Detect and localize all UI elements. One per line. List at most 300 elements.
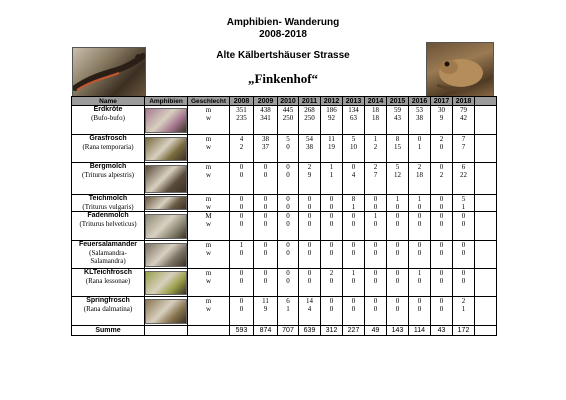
count-female: 0 xyxy=(307,277,312,285)
species-photo-cell xyxy=(145,297,188,326)
header-year: 2008 xyxy=(230,97,254,106)
count-male: 0 xyxy=(417,212,422,220)
count-male: 1 xyxy=(417,195,422,203)
count-male: 0 xyxy=(286,163,290,171)
count-cell xyxy=(343,106,365,135)
count-cell xyxy=(409,135,431,163)
count-cell xyxy=(321,212,343,241)
count-male: 2 xyxy=(373,163,378,171)
species-name-cell xyxy=(72,241,145,269)
count-female: 12 xyxy=(394,171,401,179)
sex-label: m xyxy=(205,135,212,143)
sum-value: 43 xyxy=(431,326,453,336)
sex-label: m xyxy=(205,269,212,277)
count-cell xyxy=(254,297,278,326)
count-cell xyxy=(321,297,343,326)
sex-cell xyxy=(188,195,230,212)
count-male: 0 xyxy=(351,163,356,171)
count-cell xyxy=(453,163,475,195)
species-photo-cell xyxy=(145,106,188,135)
species-photo xyxy=(145,243,187,267)
count-female: 63 xyxy=(350,114,357,122)
sex-label: w xyxy=(205,277,212,285)
table-row xyxy=(72,212,497,241)
count-male: 0 xyxy=(286,241,290,249)
count-cell xyxy=(230,163,254,195)
count-male: 5 xyxy=(286,135,290,143)
count-cell xyxy=(365,135,387,163)
count-male: 1 xyxy=(373,135,378,143)
count-male: 0 xyxy=(263,212,268,220)
sum-value: 227 xyxy=(343,326,365,336)
page-title: Amphibien- Wanderung xyxy=(226,17,340,28)
species-name: Springfrosch xyxy=(86,297,130,304)
count-female: 7 xyxy=(373,171,378,179)
count-male: 268 xyxy=(304,106,315,114)
count-male: 2 xyxy=(439,135,444,143)
count-female: 1 xyxy=(329,171,334,179)
count-female: 0 xyxy=(351,305,356,313)
count-female: 0 xyxy=(461,220,466,228)
count-cell xyxy=(409,297,431,326)
sum-empty-amphibien xyxy=(145,326,188,336)
count-female: 0 xyxy=(307,220,312,228)
count-male: 0 xyxy=(395,297,400,305)
sum-label: Summe xyxy=(72,326,145,336)
count-female: 0 xyxy=(461,277,466,285)
count-male: 0 xyxy=(439,195,444,203)
table-row xyxy=(72,106,497,135)
count-male: 0 xyxy=(263,241,268,249)
header-extra xyxy=(475,97,497,106)
count-female: 42 xyxy=(460,114,467,122)
sum-value: 593 xyxy=(230,326,254,336)
extra-cell xyxy=(475,326,497,336)
count-cell xyxy=(409,241,431,269)
count-female: 0 xyxy=(439,143,444,151)
header-geschlecht: Geschlecht xyxy=(188,97,230,106)
species-photo-cell xyxy=(145,135,188,163)
count-male: 0 xyxy=(373,269,378,277)
count-male: 1 xyxy=(239,241,244,249)
species-latin-name: (Triturus helveticus) xyxy=(79,220,137,228)
count-male: 438 xyxy=(260,106,271,114)
sex-cell xyxy=(188,297,230,326)
count-female: 0 xyxy=(439,203,444,211)
count-cell xyxy=(254,241,278,269)
count-female: 38 xyxy=(306,143,313,151)
count-female: 7 xyxy=(461,143,466,151)
count-female: 0 xyxy=(329,220,334,228)
count-male: 0 xyxy=(417,241,422,249)
count-female: 250 xyxy=(282,114,294,122)
sum-value: 312 xyxy=(321,326,343,336)
table-row xyxy=(72,195,497,212)
sum-value: 49 xyxy=(365,326,387,336)
count-male: 8 xyxy=(351,195,356,203)
species-name-cell xyxy=(72,269,145,297)
count-female: 1 xyxy=(461,305,466,313)
count-male: 1 xyxy=(351,269,356,277)
count-cell xyxy=(299,241,321,269)
count-male: 0 xyxy=(263,195,268,203)
sex-label: w xyxy=(205,143,212,151)
count-cell xyxy=(278,163,299,195)
species-latin-name: (Triturus vulgaris) xyxy=(82,203,134,211)
sum-value: 143 xyxy=(387,326,409,336)
count-cell xyxy=(453,241,475,269)
count-male: 0 xyxy=(439,297,444,305)
species-name: KLTeichfrosch xyxy=(84,269,132,276)
count-cell xyxy=(343,269,365,297)
count-female: 1 xyxy=(286,305,290,313)
sex-label: w xyxy=(205,249,212,257)
count-cell xyxy=(278,297,299,326)
header-amphibien: Amphibien xyxy=(145,97,188,106)
count-male: 0 xyxy=(351,297,356,305)
header-year: 2012 xyxy=(321,97,343,106)
count-male: 0 xyxy=(395,212,400,220)
count-male: 0 xyxy=(395,269,400,277)
species-photo xyxy=(145,299,187,324)
count-cell xyxy=(431,269,453,297)
extra-cell xyxy=(475,212,497,241)
count-male: 0 xyxy=(395,241,400,249)
count-male: 0 xyxy=(239,163,244,171)
count-cell xyxy=(321,163,343,195)
table-row xyxy=(72,297,497,326)
sex-label: w xyxy=(205,203,212,211)
count-female: 0 xyxy=(373,220,378,228)
header-year: 2013 xyxy=(343,97,365,106)
header-year: 2017 xyxy=(431,97,453,106)
count-female: 0 xyxy=(439,305,444,313)
count-cell xyxy=(254,135,278,163)
species-photo-cell xyxy=(145,212,188,241)
count-male: 0 xyxy=(286,212,290,220)
species-name: Grasfrosch xyxy=(89,135,127,142)
count-cell xyxy=(453,297,475,326)
header-year: 2014 xyxy=(365,97,387,106)
count-cell xyxy=(230,106,254,135)
count-female: 22 xyxy=(460,171,467,179)
count-cell xyxy=(409,106,431,135)
sum-row xyxy=(72,326,497,336)
count-male: 0 xyxy=(263,163,268,171)
frog-photo xyxy=(426,42,494,98)
count-male: 0 xyxy=(461,269,466,277)
count-cell xyxy=(387,241,409,269)
table-row xyxy=(72,163,497,195)
count-male: 0 xyxy=(439,163,444,171)
species-photo-cell xyxy=(145,195,188,212)
count-female: 0 xyxy=(439,220,444,228)
count-female: 2 xyxy=(239,143,244,151)
header-year: 2011 xyxy=(299,97,321,106)
count-female: 1 xyxy=(461,203,466,211)
species-photo xyxy=(145,214,187,239)
count-cell xyxy=(230,241,254,269)
count-cell xyxy=(278,106,299,135)
count-female: 18 xyxy=(372,114,379,122)
count-cell xyxy=(343,212,365,241)
count-male: 6 xyxy=(461,163,466,171)
count-cell xyxy=(254,212,278,241)
sum-value: 707 xyxy=(278,326,299,336)
count-male: 54 xyxy=(306,135,313,143)
count-cell xyxy=(431,297,453,326)
extra-cell xyxy=(475,269,497,297)
count-cell xyxy=(431,212,453,241)
count-male: 2 xyxy=(461,297,466,305)
count-cell xyxy=(299,297,321,326)
species-name-cell xyxy=(72,212,145,241)
count-male: 0 xyxy=(417,135,422,143)
count-male: 0 xyxy=(307,269,312,277)
count-male: 2 xyxy=(417,163,422,171)
count-female: 38 xyxy=(416,114,423,122)
count-female: 43 xyxy=(394,114,401,122)
sex-label: M xyxy=(205,212,212,220)
sex-cell xyxy=(188,106,230,135)
table-row xyxy=(72,269,497,297)
count-female: 0 xyxy=(239,220,244,228)
count-cell xyxy=(254,195,278,212)
count-male: 30 xyxy=(438,106,445,114)
count-cell xyxy=(321,106,343,135)
count-cell xyxy=(453,195,475,212)
count-female: 0 xyxy=(286,249,290,257)
species-name-cell xyxy=(72,163,145,195)
count-female: 0 xyxy=(373,203,378,211)
extra-cell xyxy=(475,135,497,163)
count-female: 0 xyxy=(395,220,400,228)
count-male: 1 xyxy=(395,195,400,203)
count-male: 0 xyxy=(439,212,444,220)
count-cell xyxy=(453,135,475,163)
count-male: 0 xyxy=(286,269,290,277)
count-female: 0 xyxy=(461,249,466,257)
species-photo-cell xyxy=(145,241,188,269)
count-female: 0 xyxy=(351,277,356,285)
count-female: 0 xyxy=(239,249,244,257)
header-year: 2015 xyxy=(387,97,409,106)
species-name: Erdkröte xyxy=(93,106,123,113)
header-row xyxy=(72,97,497,106)
count-female: 250 xyxy=(304,114,315,122)
count-cell xyxy=(321,195,343,212)
count-male: 38 xyxy=(262,135,269,143)
count-female: 0 xyxy=(239,171,244,179)
count-female: 0 xyxy=(263,203,268,211)
count-male: 11 xyxy=(262,297,269,305)
count-female: 0 xyxy=(239,277,244,285)
count-female: 1 xyxy=(351,203,356,211)
extra-cell xyxy=(475,241,497,269)
count-female: 0 xyxy=(263,220,268,228)
count-male: 0 xyxy=(329,241,334,249)
count-cell xyxy=(365,106,387,135)
count-male: 0 xyxy=(439,269,444,277)
count-female: 0 xyxy=(439,277,444,285)
count-female: 4 xyxy=(351,171,356,179)
count-male: 59 xyxy=(394,106,401,114)
count-cell xyxy=(431,195,453,212)
count-cell xyxy=(365,269,387,297)
sex-cell xyxy=(188,269,230,297)
count-cell xyxy=(365,195,387,212)
count-female: 0 xyxy=(373,277,378,285)
newt-photo xyxy=(72,47,146,101)
count-male: 0 xyxy=(239,195,244,203)
species-photo-cell xyxy=(145,163,188,195)
count-cell xyxy=(230,269,254,297)
species-photo xyxy=(145,108,187,133)
count-male: 18 xyxy=(372,106,379,114)
sex-label: w xyxy=(205,171,212,179)
sum-value: 172 xyxy=(453,326,475,336)
count-male: 0 xyxy=(329,212,334,220)
count-cell xyxy=(278,135,299,163)
count-cell xyxy=(299,106,321,135)
count-cell xyxy=(365,163,387,195)
count-cell xyxy=(321,241,343,269)
header-year: 2018 xyxy=(453,97,475,106)
count-male: 0 xyxy=(307,241,312,249)
sex-label: m xyxy=(205,297,212,305)
count-female: 37 xyxy=(262,143,269,151)
species-latin-name: (Rana dalmatina) xyxy=(83,305,133,313)
count-male: 2 xyxy=(329,269,334,277)
sex-cell xyxy=(188,241,230,269)
count-male: 1 xyxy=(373,212,378,220)
count-cell xyxy=(299,269,321,297)
count-male: 0 xyxy=(373,195,378,203)
count-cell xyxy=(230,195,254,212)
count-cell xyxy=(387,212,409,241)
count-female: 0 xyxy=(263,171,268,179)
count-cell xyxy=(387,135,409,163)
count-male: 0 xyxy=(239,297,244,305)
count-cell xyxy=(453,269,475,297)
count-cell xyxy=(278,195,299,212)
count-male: 134 xyxy=(348,106,359,114)
count-cell xyxy=(409,163,431,195)
count-male: 445 xyxy=(282,106,294,114)
count-cell xyxy=(431,241,453,269)
count-cell xyxy=(431,163,453,195)
count-cell xyxy=(409,269,431,297)
count-female: 4 xyxy=(307,305,312,313)
species-latin-name: (Rana lessonae) xyxy=(85,277,131,285)
count-female: 0 xyxy=(373,305,378,313)
count-cell xyxy=(343,135,365,163)
species-name: Teichmolch xyxy=(88,195,128,202)
count-male: 0 xyxy=(239,212,244,220)
count-female: 0 xyxy=(286,203,290,211)
species-name: Fadenmolch xyxy=(87,212,129,219)
extra-cell xyxy=(475,163,497,195)
count-cell xyxy=(278,241,299,269)
species-photo-cell xyxy=(145,269,188,297)
count-female: 0 xyxy=(373,249,378,257)
count-male: 0 xyxy=(461,212,466,220)
species-name-cell xyxy=(72,106,145,135)
species-name: Feuersalamander xyxy=(79,241,137,248)
sex-label: m xyxy=(205,106,212,114)
header-year: 2009 xyxy=(254,97,278,106)
count-cell xyxy=(453,212,475,241)
count-cell xyxy=(299,195,321,212)
count-female: 9 xyxy=(263,305,268,313)
sum-empty-geschlecht xyxy=(188,326,230,336)
count-male: 5 xyxy=(351,135,356,143)
sex-label: m xyxy=(205,241,212,249)
count-female: 0 xyxy=(395,305,400,313)
count-female: 0 xyxy=(395,249,400,257)
count-male: 0 xyxy=(286,195,290,203)
count-female: 2 xyxy=(439,171,444,179)
count-cell xyxy=(343,163,365,195)
species-latin-name: (Bufo-bufo) xyxy=(91,114,125,122)
header-year: 2016 xyxy=(409,97,431,106)
count-cell xyxy=(409,212,431,241)
count-cell xyxy=(254,163,278,195)
count-female: 235 xyxy=(236,114,247,122)
years-range: 2008-2018 xyxy=(259,29,307,40)
count-female: 92 xyxy=(328,114,335,122)
species-photo xyxy=(145,271,187,295)
count-male: 4 xyxy=(239,135,244,143)
count-cell xyxy=(230,135,254,163)
count-female: 10 xyxy=(350,143,357,151)
count-female: 18 xyxy=(416,171,423,179)
header-year: 2010 xyxy=(278,97,299,106)
species-latin-name: (Triturus alpestris) xyxy=(81,171,135,179)
site-name: „Finkenhof“ xyxy=(247,71,319,86)
count-female: 0 xyxy=(417,249,422,257)
count-male: 6 xyxy=(286,297,290,305)
extra-cell xyxy=(475,297,497,326)
extra-cell xyxy=(475,106,497,135)
count-female: 0 xyxy=(351,249,356,257)
count-male: 2 xyxy=(307,163,312,171)
count-cell xyxy=(409,195,431,212)
count-female: 0 xyxy=(239,203,244,211)
count-female: 0 xyxy=(329,203,334,211)
count-female: 9 xyxy=(439,114,444,122)
count-cell xyxy=(343,297,365,326)
species-name: Bergmolch xyxy=(89,163,127,170)
count-male: 0 xyxy=(373,297,378,305)
count-male: 0 xyxy=(417,297,422,305)
count-female: 0 xyxy=(417,203,422,211)
sex-label: w xyxy=(205,305,212,313)
count-cell xyxy=(387,163,409,195)
species-latin-name: (Salamandra-Salamandra) xyxy=(89,249,127,265)
count-male: 0 xyxy=(351,241,356,249)
count-cell xyxy=(299,135,321,163)
count-male: 0 xyxy=(307,195,312,203)
count-cell xyxy=(321,135,343,163)
count-female: 0 xyxy=(286,143,290,151)
count-female: 0 xyxy=(395,203,400,211)
count-female: 0 xyxy=(417,277,422,285)
amphibian-table xyxy=(71,96,497,336)
species-name-cell xyxy=(72,135,145,163)
count-cell xyxy=(365,297,387,326)
count-male: 79 xyxy=(460,106,467,114)
